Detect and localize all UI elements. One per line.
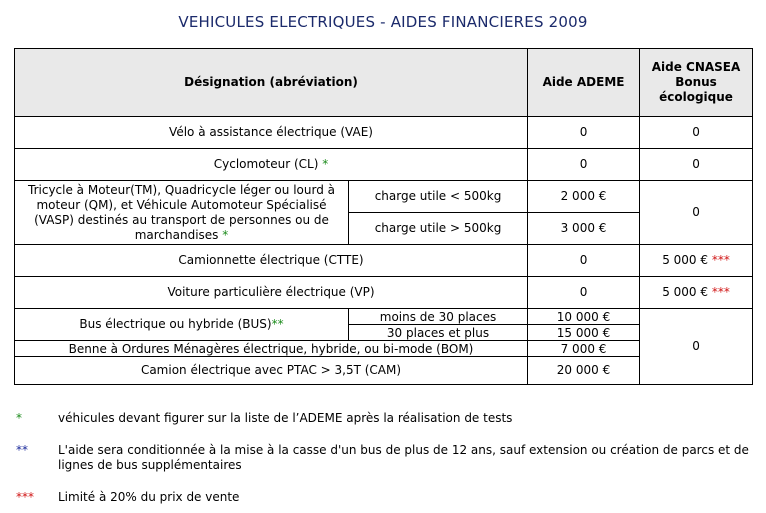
cnasea-tricycle: 0 [640,181,753,245]
stars-ctte: *** [711,253,730,267]
footnote-1 [16,411,756,426]
footnote-2 [16,443,756,473]
ademe-bom: 7 000 € [528,341,640,357]
footnote-text-1: véhicules devant figurer sur la liste de l’ADEME après la réalisation de tests [58,411,513,425]
header-designation: Désignation (abréviation) [15,49,528,117]
header-ademe: Aide ADEME [528,49,640,117]
label-vp: Voiture particulière électrique (VP) [15,277,528,309]
footnote-text-3: Limité à 20% du prix de vente [58,490,240,504]
footnote-mark-3: *** [16,490,34,504]
cnasea-ctte: 5 000 € [662,253,708,267]
cnasea-bus-group: 0 [640,309,753,385]
footnote-text-2: L'aide sera conditionnée à la mise à la casse d'un bus de plus de 12 ans, sauf extension ou création de parcs et de lignes de bus supplémentaires [58,443,749,472]
label-ctte: Camionnette électrique (CTTE) [15,245,528,277]
star-cl: * [322,157,329,171]
label-bus-cell [15,309,349,341]
page-title: VEHICULES ELECTRIQUES - AIDES FINANCIERES 2009 [178,13,588,31]
sub-tricycle-2: charge utile > 500kg [349,213,528,245]
table-row-vae [15,117,753,149]
aides-table [14,48,753,385]
ademe-ctte: 0 [528,245,640,277]
table-row-tricycle-1 [15,181,753,213]
sub-tricycle-1: charge utile < 500kg [349,181,528,213]
label-cl-cell [15,149,528,181]
label-cl: Cyclomoteur (CL) [213,157,319,171]
label-tricycle: Tricycle à Moteur(TM), Quadricycle léger ou lourd à moteur (QM), et Véhicule Automoteur Spécialisé (VASP) destinés au transport de personnes ou de marchandises [28,182,335,242]
stars-vp: *** [711,285,730,299]
sub-bus-1: moins de 30 places [349,309,528,325]
table-header-row [15,49,753,117]
label-bus: Bus électrique ou hybride (BUS) [79,317,272,331]
table-row-vp [15,277,753,309]
header-cnasea: Aide CNASEA Bonus écologique [640,49,753,117]
label-bom: Benne à Ordures Ménagères électrique, hybride, ou bi-mode (BOM) [15,341,528,357]
stars-bus: ** [271,317,284,331]
cnasea-ctte-cell [640,245,753,277]
table-row-ctte [15,245,753,277]
cnasea-vae: 0 [640,117,753,149]
ademe-vae: 0 [528,117,640,149]
footnote-mark-2: ** [16,443,28,457]
cnasea-vp: 5 000 € [662,285,708,299]
cnasea-vp-cell [640,277,753,309]
label-tricycle-cell [15,181,349,245]
ademe-bus-1: 10 000 € [528,309,640,325]
ademe-bus-2: 15 000 € [528,325,640,341]
ademe-vp: 0 [528,277,640,309]
ademe-tricycle-1: 2 000 € [528,181,640,213]
label-vae: Vélo à assistance électrique (VAE) [15,117,528,149]
footnote-mark-1: * [16,411,22,425]
footnote-3 [16,490,756,505]
star-tricycle: * [222,227,229,242]
footnotes [16,411,756,505]
table-row-cl [15,149,753,181]
label-cam: Camion électrique avec PTAC > 3,5T (CAM) [15,357,528,385]
sub-bus-2: 30 places et plus [349,325,528,341]
ademe-tricycle-2: 3 000 € [528,213,640,245]
ademe-cl: 0 [528,149,640,181]
cnasea-cl: 0 [640,149,753,181]
ademe-cam: 20 000 € [528,357,640,385]
table-row-bus-1 [15,309,753,325]
